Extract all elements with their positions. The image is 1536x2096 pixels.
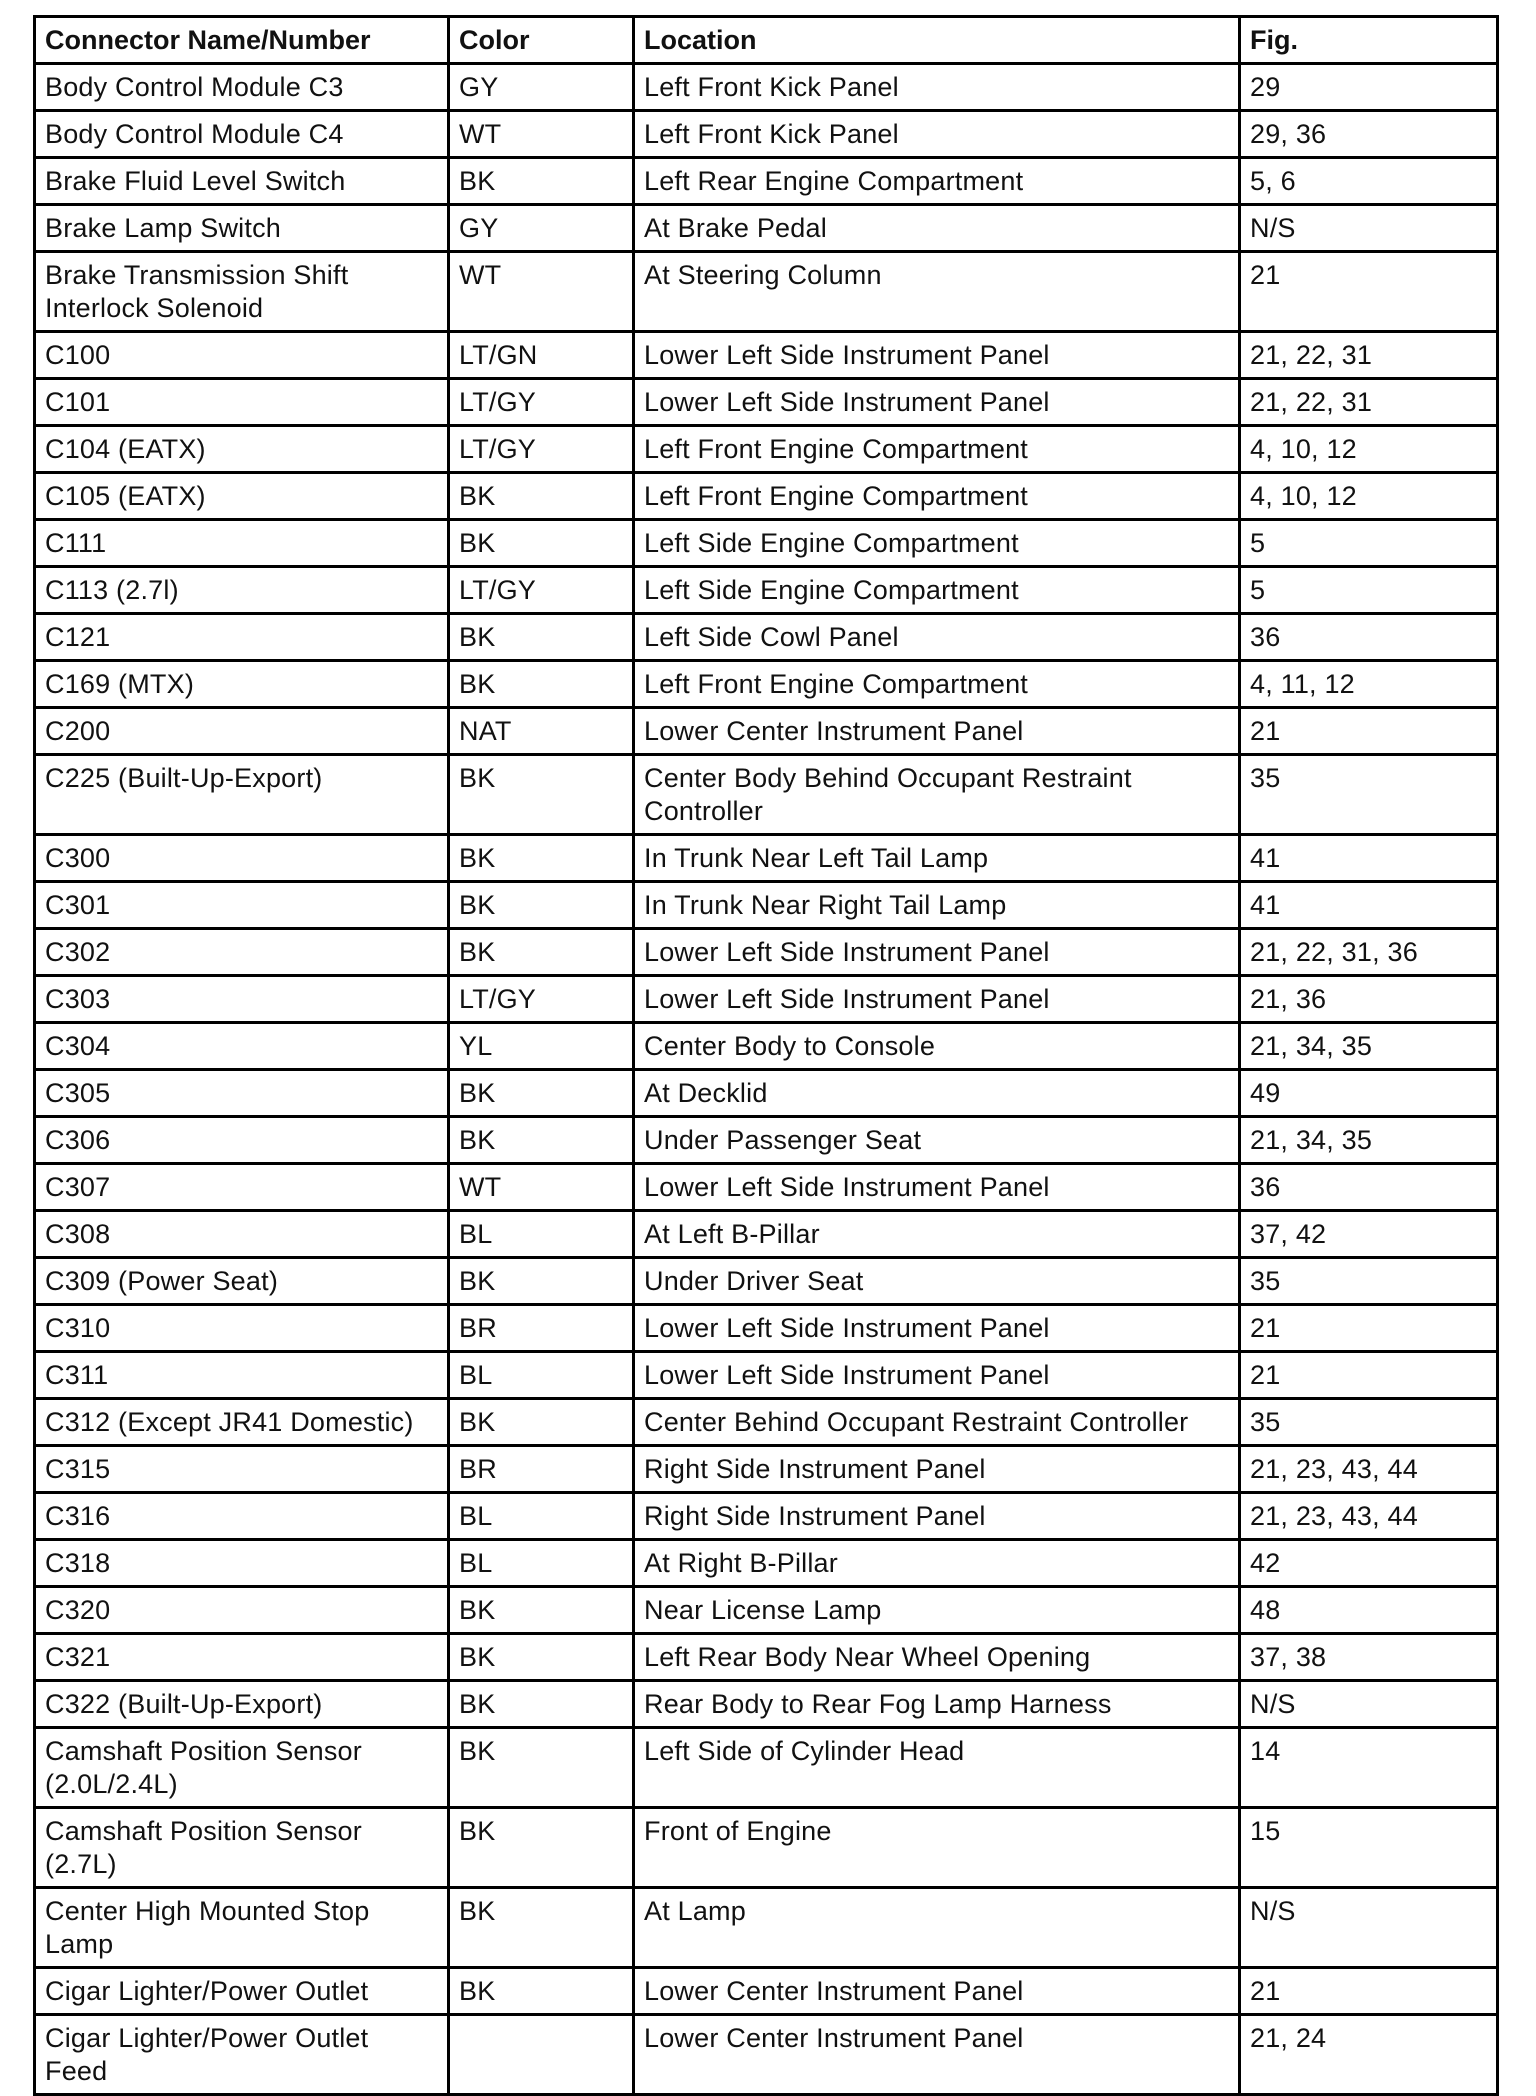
table-row [35,1070,1498,1117]
cell-location: In Trunk Near Right Tail Lamp [634,882,1240,929]
table-row [35,1446,1498,1493]
cell-fig: 42 [1240,1540,1498,1587]
cell-fig: 5 [1240,567,1498,614]
cell-color: BK [449,929,634,976]
cell-location: Left Rear Body Near Wheel Opening [634,1634,1240,1681]
cell-connector-name: C100 [35,332,449,379]
cell-color: LT/GY [449,379,634,426]
cell-color: BK [449,520,634,567]
cell-connector-name: C311 [35,1352,449,1399]
cell-location: Lower Left Side Instrument Panel [634,1164,1240,1211]
cell-location: Center Behind Occupant Restraint Controller [634,1399,1240,1446]
cell-location: Front of Engine [634,1808,1240,1888]
cell-location: At Left B-Pillar [634,1211,1240,1258]
cell-connector-name: C101 [35,379,449,426]
table-row [35,1164,1498,1211]
cell-connector-name: Camshaft Position Sensor (2.0L/2.4L) [35,1728,449,1808]
table-row [35,976,1498,1023]
cell-fig: 21, 22, 31 [1240,379,1498,426]
cell-fig: 35 [1240,1399,1498,1446]
cell-connector-name: C302 [35,929,449,976]
table-row [35,1399,1498,1446]
cell-color: BL [449,1352,634,1399]
cell-connector-name: C318 [35,1540,449,1587]
table-row [35,1352,1498,1399]
cell-color: GY [449,64,634,111]
cell-location: Left Front Kick Panel [634,111,1240,158]
table-row [35,1493,1498,1540]
cell-fig: 21, 22, 31, 36 [1240,929,1498,976]
cell-fig: 36 [1240,1164,1498,1211]
cell-connector-name: C225 (Built-Up-Export) [35,755,449,835]
cell-fig: 4, 11, 12 [1240,661,1498,708]
cell-fig: 35 [1240,755,1498,835]
table-row [35,1211,1498,1258]
cell-fig: 21, 34, 35 [1240,1117,1498,1164]
cell-fig: 48 [1240,1587,1498,1634]
cell-fig: 21, 22, 31 [1240,332,1498,379]
cell-location: Lower Left Side Instrument Panel [634,1305,1240,1352]
header-fig: Fig. [1240,17,1498,64]
cell-fig: 21, 23, 43, 44 [1240,1493,1498,1540]
cell-color: BL [449,1493,634,1540]
table-row [35,661,1498,708]
cell-color: BK [449,614,634,661]
header-location: Location [634,17,1240,64]
cell-color: LT/GN [449,332,634,379]
cell-location: Lower Left Side Instrument Panel [634,332,1240,379]
table-header-row [35,17,1498,64]
cell-location: Left Side Engine Compartment [634,520,1240,567]
cell-color: BK [449,1399,634,1446]
cell-location: Left Side of Cylinder Head [634,1728,1240,1808]
cell-connector-name: C310 [35,1305,449,1352]
cell-connector-name: Center High Mounted Stop Lamp [35,1888,449,1968]
cell-connector-name: C300 [35,835,449,882]
cell-location: Center Body Behind Occupant Restraint Controller [634,755,1240,835]
cell-fig: N/S [1240,1888,1498,1968]
cell-connector-name: C307 [35,1164,449,1211]
cell-fig: 41 [1240,882,1498,929]
table-row [35,1023,1498,1070]
cell-color: WT [449,1164,634,1211]
cell-location: Right Side Instrument Panel [634,1493,1240,1540]
cell-color: LT/GY [449,567,634,614]
cell-color: BK [449,1728,634,1808]
cell-connector-name: C305 [35,1070,449,1117]
table-body [35,64,1498,2095]
cell-location: Left Rear Engine Compartment [634,158,1240,205]
cell-color: BK [449,158,634,205]
cell-fig: 21 [1240,1352,1498,1399]
cell-fig: 5, 6 [1240,158,1498,205]
cell-connector-name: Brake Transmission Shift Interlock Solenoid [35,252,449,332]
cell-location: Left Front Kick Panel [634,64,1240,111]
cell-color: BL [449,1211,634,1258]
cell-color: BK [449,661,634,708]
cell-connector-name: Brake Fluid Level Switch [35,158,449,205]
table-row [35,1258,1498,1305]
cell-connector-name: Body Control Module C4 [35,111,449,158]
cell-location: Right Side Instrument Panel [634,1446,1240,1493]
cell-fig: 21, 23, 43, 44 [1240,1446,1498,1493]
cell-fig: 14 [1240,1728,1498,1808]
cell-connector-name: Cigar Lighter/Power Outlet [35,1968,449,2015]
cell-connector-name: C304 [35,1023,449,1070]
table-row [35,426,1498,473]
table-row [35,708,1498,755]
cell-color: BK [449,1258,634,1305]
cell-connector-name: Camshaft Position Sensor (2.7L) [35,1808,449,1888]
table-row [35,929,1498,976]
cell-fig: 37, 42 [1240,1211,1498,1258]
cell-color: BK [449,1070,634,1117]
table-row [35,379,1498,426]
cell-location: Under Driver Seat [634,1258,1240,1305]
cell-connector-name: C306 [35,1117,449,1164]
cell-connector-name: C301 [35,882,449,929]
table-row [35,755,1498,835]
cell-color: BK [449,755,634,835]
cell-location: In Trunk Near Left Tail Lamp [634,835,1240,882]
cell-fig: 21, 36 [1240,976,1498,1023]
table-row [35,64,1498,111]
table-row [35,520,1498,567]
cell-fig: 49 [1240,1070,1498,1117]
cell-fig: 35 [1240,1258,1498,1305]
cell-fig: 37, 38 [1240,1634,1498,1681]
cell-color: BK [449,1681,634,1728]
cell-fig: 21, 24 [1240,2015,1498,2095]
cell-connector-name: C322 (Built-Up-Export) [35,1681,449,1728]
cell-location: Left Side Cowl Panel [634,614,1240,661]
cell-fig: 4, 10, 12 [1240,473,1498,520]
cell-location: Lower Left Side Instrument Panel [634,379,1240,426]
cell-connector-name: C315 [35,1446,449,1493]
cell-location: Lower Left Side Instrument Panel [634,929,1240,976]
table-row [35,252,1498,332]
table-row [35,1117,1498,1164]
cell-connector-name: Cigar Lighter/Power Outlet Feed [35,2015,449,2095]
cell-fig: 29, 36 [1240,111,1498,158]
cell-fig: 21 [1240,1305,1498,1352]
cell-fig: N/S [1240,205,1498,252]
cell-location: Left Front Engine Compartment [634,661,1240,708]
cell-color: YL [449,1023,634,1070]
table-row [35,1728,1498,1808]
cell-connector-name: C113 (2.7l) [35,567,449,614]
table-row [35,567,1498,614]
cell-connector-name: C303 [35,976,449,1023]
table-row [35,1888,1498,1968]
table-row [35,835,1498,882]
cell-fig: 15 [1240,1808,1498,1888]
table-row [35,1305,1498,1352]
cell-connector-name: C104 (EATX) [35,426,449,473]
cell-location: Lower Center Instrument Panel [634,1968,1240,2015]
cell-location: At Right B-Pillar [634,1540,1240,1587]
cell-connector-name: C321 [35,1634,449,1681]
cell-connector-name: C121 [35,614,449,661]
cell-location: Left Front Engine Compartment [634,473,1240,520]
cell-location: Rear Body to Rear Fog Lamp Harness [634,1681,1240,1728]
cell-location: Center Body to Console [634,1023,1240,1070]
cell-connector-name: Brake Lamp Switch [35,205,449,252]
table-row [35,1634,1498,1681]
cell-fig: 21, 34, 35 [1240,1023,1498,1070]
cell-fig: 36 [1240,614,1498,661]
cell-color: BK [449,473,634,520]
table-row [35,1587,1498,1634]
table-row [35,1540,1498,1587]
cell-location: At Steering Column [634,252,1240,332]
table-row [35,111,1498,158]
table-row [35,1681,1498,1728]
cell-color: BK [449,882,634,929]
cell-color: WT [449,252,634,332]
cell-color: BK [449,835,634,882]
cell-connector-name: C309 (Power Seat) [35,1258,449,1305]
cell-location: At Decklid [634,1070,1240,1117]
cell-connector-name: C169 (MTX) [35,661,449,708]
cell-color: BK [449,1808,634,1888]
cell-color: BR [449,1305,634,1352]
cell-fig: N/S [1240,1681,1498,1728]
cell-color: BR [449,1446,634,1493]
table-row [35,1968,1498,2015]
cell-fig: 4, 10, 12 [1240,426,1498,473]
cell-location: At Brake Pedal [634,205,1240,252]
cell-color: LT/GY [449,976,634,1023]
table-row [35,332,1498,379]
table-row [35,882,1498,929]
cell-location: Lower Center Instrument Panel [634,2015,1240,2095]
cell-fig: 5 [1240,520,1498,567]
cell-color: BK [449,1968,634,2015]
cell-connector-name: C308 [35,1211,449,1258]
cell-color: BK [449,1888,634,1968]
table-row [35,614,1498,661]
cell-color: BK [449,1634,634,1681]
cell-connector-name: C316 [35,1493,449,1540]
cell-fig: 21 [1240,252,1498,332]
cell-connector-name: Body Control Module C3 [35,64,449,111]
table-row [35,2015,1498,2095]
cell-connector-name: C105 (EATX) [35,473,449,520]
cell-color: BK [449,1117,634,1164]
cell-color: LT/GY [449,426,634,473]
cell-connector-name: C320 [35,1587,449,1634]
cell-connector-name: C312 (Except JR41 Domestic) [35,1399,449,1446]
cell-color: GY [449,205,634,252]
cell-connector-name: C111 [35,520,449,567]
cell-fig: 29 [1240,64,1498,111]
table-row [35,1808,1498,1888]
table-row [35,205,1498,252]
cell-location: Left Side Engine Compartment [634,567,1240,614]
cell-color: BK [449,1587,634,1634]
cell-location: Lower Center Instrument Panel [634,708,1240,755]
cell-fig: 21 [1240,708,1498,755]
cell-fig: 21 [1240,1968,1498,2015]
connector-table [33,15,1499,2096]
table-row [35,158,1498,205]
cell-connector-name: C200 [35,708,449,755]
cell-color: BL [449,1540,634,1587]
cell-location: Lower Left Side Instrument Panel [634,1352,1240,1399]
cell-location: At Lamp [634,1888,1240,1968]
table-row [35,473,1498,520]
header-connector-name: Connector Name/Number [35,17,449,64]
cell-location: Lower Left Side Instrument Panel [634,976,1240,1023]
cell-location: Under Passenger Seat [634,1117,1240,1164]
cell-color: WT [449,111,634,158]
cell-color: NAT [449,708,634,755]
header-color: Color [449,17,634,64]
cell-color [449,2015,634,2095]
cell-location: Near License Lamp [634,1587,1240,1634]
cell-location: Left Front Engine Compartment [634,426,1240,473]
cell-fig: 41 [1240,835,1498,882]
